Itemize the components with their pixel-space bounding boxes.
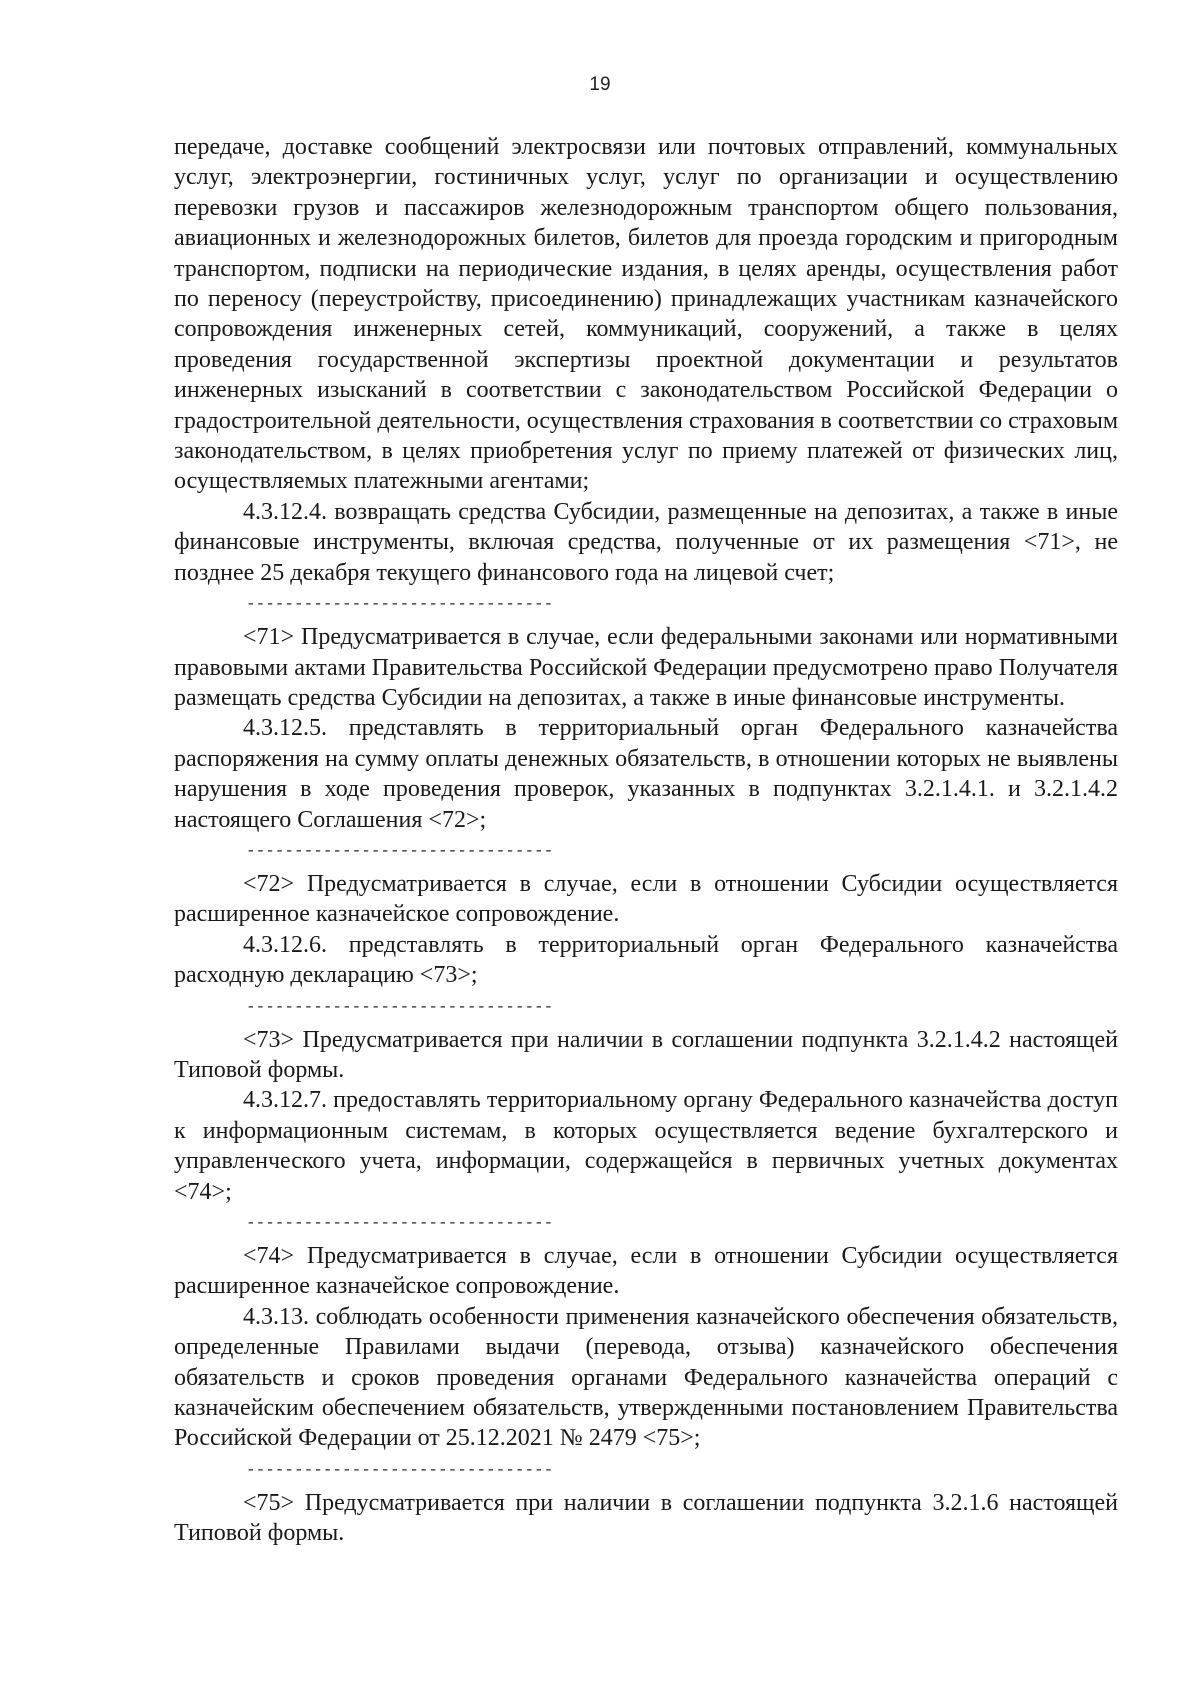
paragraph-4-3-12-5: 4.3.12.5. представлять в территориальный орган Федерального казначейства распоряжения на сумму оплаты денежных обязательств, в отношении которых не выявлены нарушения в ходе проведения проверок, указанных в подпунктах 3.2.1.4.1. и 3.2.1.4.2 настоящего Соглашения <72>; bbox=[174, 715, 1118, 833]
paragraph-4-3-13: 4.3.13. соблюдать особенности применения казначейского обеспечения обязательств, определенные Правилами выдачи (перевода, отзыва) казначейского обеспечения обязательств и сроков проведения органами Федерального казначейства операций с казначейским обеспечением обязательств, утвержденными постановлением Правительства Российской Федерации от 25.12.2021 № 2479 <75>; bbox=[174, 1303, 1118, 1452]
paragraph-4-3-12-6: 4.3.12.6. представлять в территориальный орган Федерального казначейства расходную декларацию <73>; bbox=[174, 931, 1118, 989]
footnote-72: <72> Предусматривается в случае, если в отношении Субсидии осуществляется расширенное казначейское сопровождение. bbox=[174, 870, 1118, 928]
footnote-separator: -------------------------------- bbox=[246, 1460, 554, 1479]
paragraph-4-3-12-7: 4.3.12.7. предоставлять территориальному органу Федерального казначейства доступ к информационным системам, в которых осуществляется ведение бухгалтерского и управленческого учета, информации, содержащейся в первичных учетных документах <74>; bbox=[174, 1087, 1118, 1205]
document-body bbox=[174, 132, 1118, 1549]
footnote-75: <75> Предусматривается при наличии в соглашении подпункта 3.2.1.6 настоящей Типовой формы. bbox=[174, 1489, 1118, 1547]
paragraph-continuation: передаче, доставке сообщений электросвязи или почтовых отправлений, коммунальных услуг, электроэнергии, гостиничных услуг, услуг по организации и осуществлению перевозки грузов и пассажиров железнодорожным транспортом общего пользования, авиационных и железнодорожных билетов, билетов для проезда городским и пригородным транспортом, подписки на периодические издания, в целях аренды, осуществления работ по переносу (переустройству, присоединению) принадлежащих участникам казначейского сопровождения инженерных сетей, коммуникаций, сооружений, а также в целях проведения государственной экспертизы проектной документации и результатов инженерных изысканий в соответствии с законодательством Российской Федерации о градостроительной деятельности, осуществления страхования в соответствии со страховым законодательством, в целях приобретения услуг по приему платежей от физических лиц, осуществляемых платежными агентами; bbox=[174, 134, 1118, 495]
footnote-separator: -------------------------------- bbox=[246, 1214, 554, 1232]
footnote-separator: -------------------------------- bbox=[246, 841, 554, 860]
page-number: 19 bbox=[589, 74, 611, 95]
footnote-separator: -------------------------------- bbox=[246, 595, 554, 614]
paragraph-4-3-12-4: 4.3.12.4. возвращать средства Субсидии, размещенные на депозитах, а также в иные финансовые инструменты, включая средства, полученные от их размещения <71>, не позднее 25 декабря текущего финансового года на лицевой счет; bbox=[174, 498, 1118, 586]
footnote-71: <71> Предусматривается в случае, если федеральными законами или нормативными правовыми актами Правительства Российской Федерации предусмотрено право Получателя размещать средства Субсидии на депозитах, а также в иные финансовые инструменты. bbox=[174, 624, 1118, 711]
footnote-73: <73> Предусматривается при наличии в соглашении подпункта 3.2.1.4.2 настоящей Типовой формы. bbox=[174, 1026, 1118, 1083]
footnote-74: <74> Предусматривается в случае, если в отношении Субсидии осуществляется расширенное казначейское сопровождение. bbox=[174, 1243, 1118, 1300]
footnote-separator: -------------------------------- bbox=[246, 997, 554, 1016]
